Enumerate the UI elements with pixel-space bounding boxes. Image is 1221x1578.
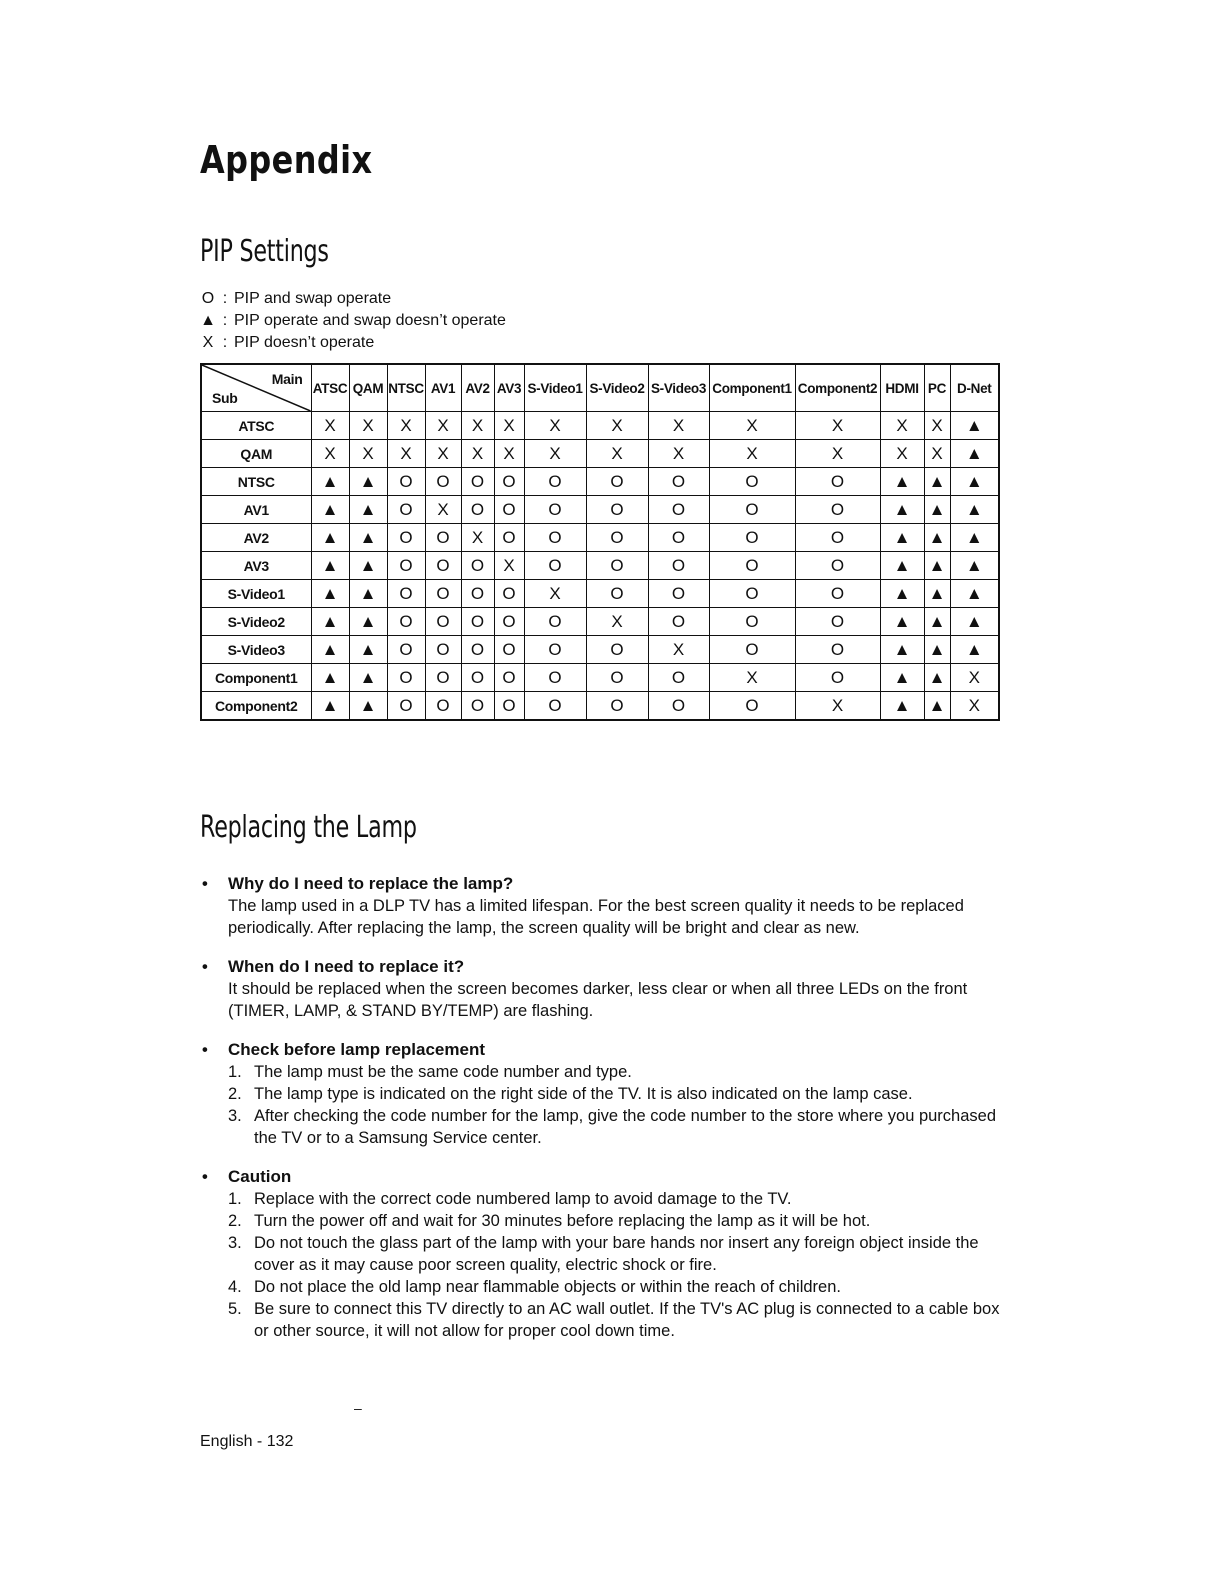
table-cell: O bbox=[524, 524, 586, 552]
table-cell: X bbox=[880, 412, 924, 440]
step-number: 3. bbox=[228, 1234, 242, 1252]
lamp-sections bbox=[200, 873, 1000, 1359]
table-cell: O bbox=[494, 664, 524, 692]
table-cell: O bbox=[461, 496, 494, 524]
table-cell: O bbox=[586, 496, 648, 524]
step-text: The lamp type is indicated on the right side of the TV. It is also indicated on the lamp case. bbox=[254, 1085, 913, 1103]
table-cell: ▲ bbox=[880, 664, 924, 692]
table-cell: ▲ bbox=[880, 608, 924, 636]
table-cell: ▲ bbox=[950, 468, 999, 496]
table-cell: O bbox=[387, 692, 425, 721]
table-cell: ▲ bbox=[349, 608, 387, 636]
footer-dash: – bbox=[354, 1400, 362, 1416]
bullet-icon: • bbox=[202, 958, 208, 976]
row-header: AV3 bbox=[201, 552, 311, 580]
table-cell: ▲ bbox=[924, 580, 950, 608]
column-header: PC bbox=[924, 364, 950, 412]
table-cell: ▲ bbox=[311, 496, 349, 524]
table-cell: O bbox=[795, 636, 880, 664]
table-cell: X bbox=[950, 664, 999, 692]
table-cell: X bbox=[586, 608, 648, 636]
table-cell: ▲ bbox=[924, 496, 950, 524]
table-cell: ▲ bbox=[349, 636, 387, 664]
table-cell: ▲ bbox=[349, 692, 387, 721]
table-cell: O bbox=[425, 664, 461, 692]
table-cell: O bbox=[648, 524, 709, 552]
table-cell: O bbox=[586, 664, 648, 692]
column-header: S-Video2 bbox=[586, 364, 648, 412]
bullet-icon: • bbox=[202, 1041, 208, 1059]
table-cell: X bbox=[950, 692, 999, 721]
table-cell: O bbox=[387, 524, 425, 552]
table-cell: X bbox=[524, 580, 586, 608]
table-cell: O bbox=[524, 468, 586, 496]
table-cell: ▲ bbox=[311, 524, 349, 552]
table-cell: O bbox=[795, 552, 880, 580]
row-header: AV1 bbox=[201, 496, 311, 524]
table-cell: X bbox=[494, 412, 524, 440]
column-header: Component1 bbox=[709, 364, 795, 412]
section-caution bbox=[200, 1166, 1000, 1342]
column-header: AV2 bbox=[461, 364, 494, 412]
table-cell: O bbox=[387, 636, 425, 664]
table-cell: X bbox=[387, 440, 425, 468]
table-cell: ▲ bbox=[880, 552, 924, 580]
table-cell: X bbox=[586, 440, 648, 468]
step-text: Replace with the correct code numbered lamp to avoid damage to the TV. bbox=[254, 1190, 792, 1208]
table-cell: O bbox=[586, 692, 648, 721]
table-cell: X bbox=[709, 412, 795, 440]
table-cell: O bbox=[425, 692, 461, 721]
legend-item-o bbox=[200, 288, 506, 310]
table-cell: X bbox=[425, 496, 461, 524]
table-cell: X bbox=[709, 440, 795, 468]
table-cell: O bbox=[494, 580, 524, 608]
table-cell: X bbox=[795, 692, 880, 721]
table-cell: O bbox=[648, 608, 709, 636]
table-cell: O bbox=[586, 552, 648, 580]
table-cell: O bbox=[461, 692, 494, 721]
table-cell: X bbox=[880, 440, 924, 468]
table-cell: O bbox=[425, 468, 461, 496]
table-cell: X bbox=[349, 440, 387, 468]
table-cell: O bbox=[461, 552, 494, 580]
table-corner-cell bbox=[201, 364, 311, 412]
table-cell: X bbox=[425, 440, 461, 468]
table-cell: O bbox=[494, 468, 524, 496]
legend-symbol: ▲ bbox=[200, 312, 216, 329]
table-cell: X bbox=[349, 412, 387, 440]
table-cell: O bbox=[425, 608, 461, 636]
table-cell: O bbox=[709, 580, 795, 608]
legend-text: PIP doesn’t operate bbox=[234, 334, 375, 351]
step-number: 3. bbox=[228, 1107, 242, 1125]
table-cell: X bbox=[494, 440, 524, 468]
table-cell: X bbox=[425, 412, 461, 440]
step-text: Do not touch the glass part of the lamp with your bare hands nor insert any foreign object inside the cover as it may cause poor screen quality, electric shock or fire. bbox=[254, 1234, 979, 1274]
list-item bbox=[228, 1276, 1000, 1298]
row-header: QAM bbox=[201, 440, 311, 468]
table-cell: ▲ bbox=[924, 608, 950, 636]
legend-symbol: O bbox=[201, 290, 215, 307]
table-body bbox=[201, 412, 999, 721]
table-cell: X bbox=[524, 412, 586, 440]
section-heading: When do I need to replace it? bbox=[228, 957, 465, 976]
table-cell: ▲ bbox=[950, 552, 999, 580]
pip-legend bbox=[200, 288, 506, 354]
table-cell: O bbox=[795, 524, 880, 552]
table-row bbox=[201, 524, 999, 552]
pip-settings-title: PIP Settings bbox=[200, 234, 329, 269]
table-cell: ▲ bbox=[311, 552, 349, 580]
caution-steps-list bbox=[228, 1188, 1000, 1342]
table-cell: O bbox=[461, 608, 494, 636]
list-item bbox=[228, 1188, 1000, 1210]
table-cell: ▲ bbox=[950, 608, 999, 636]
list-item bbox=[228, 1232, 1000, 1276]
table-cell: ▲ bbox=[950, 636, 999, 664]
table-cell: O bbox=[524, 692, 586, 721]
row-header: Component1 bbox=[201, 664, 311, 692]
table-row bbox=[201, 552, 999, 580]
step-number: 2. bbox=[228, 1212, 242, 1230]
legend-symbol: X bbox=[202, 334, 214, 351]
row-header: S-Video1 bbox=[201, 580, 311, 608]
replacing-lamp-title: Replacing the Lamp bbox=[200, 810, 417, 845]
list-item bbox=[228, 1298, 1000, 1342]
legend-text: PIP and swap operate bbox=[234, 290, 392, 307]
table-cell: O bbox=[709, 692, 795, 721]
table-cell: X bbox=[494, 552, 524, 580]
table-cell: X bbox=[311, 440, 349, 468]
table-cell: ▲ bbox=[880, 580, 924, 608]
table-cell: O bbox=[524, 636, 586, 664]
column-header: AV1 bbox=[425, 364, 461, 412]
column-header: NTSC bbox=[387, 364, 425, 412]
table-cell: ▲ bbox=[311, 664, 349, 692]
table-cell: ▲ bbox=[349, 496, 387, 524]
table-row bbox=[201, 608, 999, 636]
table-cell: O bbox=[795, 580, 880, 608]
table-cell: ▲ bbox=[880, 636, 924, 664]
column-header: D-Net bbox=[950, 364, 999, 412]
table-row bbox=[201, 636, 999, 664]
table-cell: ▲ bbox=[950, 580, 999, 608]
table-cell: ▲ bbox=[880, 468, 924, 496]
table-cell: ▲ bbox=[924, 636, 950, 664]
column-header: ATSC bbox=[311, 364, 349, 412]
section-body: The lamp used in a DLP TV has a limited lifespan. For the best screen quality it needs to be replaced periodically. After replacing the lamp, the screen quality will be bright and clear as new. bbox=[228, 897, 964, 937]
check-steps-list bbox=[228, 1061, 1000, 1149]
column-header: AV3 bbox=[494, 364, 524, 412]
list-item bbox=[228, 1105, 1000, 1149]
table-cell: ▲ bbox=[924, 524, 950, 552]
table-cell: O bbox=[709, 468, 795, 496]
list-item bbox=[228, 1061, 1000, 1083]
table-cell: O bbox=[709, 608, 795, 636]
table-cell: X bbox=[311, 412, 349, 440]
row-header: AV2 bbox=[201, 524, 311, 552]
table-cell: O bbox=[648, 692, 709, 721]
table-cell: O bbox=[586, 468, 648, 496]
table-cell: ▲ bbox=[924, 468, 950, 496]
legend-colon: : bbox=[222, 334, 228, 351]
table-cell: O bbox=[795, 664, 880, 692]
table-row bbox=[201, 412, 999, 440]
table-cell: X bbox=[461, 524, 494, 552]
table-cell: O bbox=[524, 608, 586, 636]
bullet-icon: • bbox=[202, 875, 208, 893]
corner-main-label: Main bbox=[271, 371, 303, 387]
table-cell: ▲ bbox=[950, 524, 999, 552]
section-check-before bbox=[200, 1039, 1000, 1149]
table-cell: ▲ bbox=[349, 524, 387, 552]
table-cell: ▲ bbox=[880, 524, 924, 552]
step-text: Be sure to connect this TV directly to an AC wall outlet. If the TV's AC plug is connected to a cable box or other source, it will not allow for proper cool down time. bbox=[254, 1300, 1000, 1340]
table-cell: O bbox=[709, 524, 795, 552]
table-cell: O bbox=[461, 664, 494, 692]
list-item bbox=[228, 1210, 1000, 1232]
column-header: Component2 bbox=[795, 364, 880, 412]
table-cell: O bbox=[524, 552, 586, 580]
table-cell: X bbox=[524, 440, 586, 468]
table-cell: X bbox=[795, 440, 880, 468]
table-cell: O bbox=[795, 468, 880, 496]
table-cell: ▲ bbox=[349, 468, 387, 496]
row-header: ATSC bbox=[201, 412, 311, 440]
table-cell: O bbox=[586, 636, 648, 664]
table-cell: O bbox=[795, 608, 880, 636]
table-cell: O bbox=[425, 636, 461, 664]
column-header: QAM bbox=[349, 364, 387, 412]
table-cell: O bbox=[494, 608, 524, 636]
section-why-replace bbox=[200, 873, 1000, 939]
table-cell: O bbox=[709, 636, 795, 664]
section-body: It should be replaced when the screen becomes darker, less clear or when all three LEDs on the front (TIMER, LAMP, & STAND BY/TEMP) are flashing. bbox=[228, 980, 968, 1020]
legend-text: PIP operate and swap doesn’t operate bbox=[234, 312, 506, 329]
table-cell: O bbox=[795, 496, 880, 524]
table-row bbox=[201, 580, 999, 608]
table-cell: O bbox=[425, 552, 461, 580]
page-number: English - 132 bbox=[200, 1433, 294, 1450]
step-text: The lamp must be the same code number and type. bbox=[254, 1063, 632, 1081]
table-cell: O bbox=[648, 496, 709, 524]
table-cell: O bbox=[387, 580, 425, 608]
step-number: 1. bbox=[228, 1190, 242, 1208]
table-cell: X bbox=[461, 440, 494, 468]
table-cell: O bbox=[648, 664, 709, 692]
table-cell: ▲ bbox=[950, 440, 999, 468]
table-cell: O bbox=[494, 636, 524, 664]
table-cell: X bbox=[648, 440, 709, 468]
step-number: 1. bbox=[228, 1063, 242, 1081]
section-heading: Check before lamp replacement bbox=[228, 1040, 485, 1059]
table-cell: X bbox=[387, 412, 425, 440]
table-cell: ▲ bbox=[349, 580, 387, 608]
table-cell: ▲ bbox=[311, 608, 349, 636]
table-cell: ▲ bbox=[349, 664, 387, 692]
table-cell: ▲ bbox=[349, 552, 387, 580]
bullet-icon: • bbox=[202, 1168, 208, 1186]
step-number: 2. bbox=[228, 1085, 242, 1103]
table-cell: O bbox=[494, 524, 524, 552]
table-row bbox=[201, 468, 999, 496]
table-cell: O bbox=[387, 608, 425, 636]
column-header: HDMI bbox=[880, 364, 924, 412]
table-cell: O bbox=[387, 496, 425, 524]
section-heading: Caution bbox=[228, 1167, 292, 1186]
table-cell: X bbox=[648, 636, 709, 664]
table-cell: X bbox=[586, 412, 648, 440]
page-title: Appendix bbox=[200, 138, 373, 182]
corner-sub-label: Sub bbox=[212, 390, 238, 406]
row-header: Component2 bbox=[201, 692, 311, 721]
table-header-row bbox=[201, 364, 999, 412]
table-cell: X bbox=[709, 664, 795, 692]
table-cell: O bbox=[387, 552, 425, 580]
table-cell: X bbox=[461, 412, 494, 440]
section-when-replace bbox=[200, 956, 1000, 1022]
table-cell: O bbox=[524, 496, 586, 524]
table-cell: X bbox=[795, 412, 880, 440]
table-cell: O bbox=[648, 552, 709, 580]
table-row bbox=[201, 440, 999, 468]
table-cell: O bbox=[387, 664, 425, 692]
table-cell: O bbox=[494, 692, 524, 721]
table-cell: O bbox=[586, 580, 648, 608]
table-cell: O bbox=[494, 496, 524, 524]
row-header: NTSC bbox=[201, 468, 311, 496]
row-header: S-Video2 bbox=[201, 608, 311, 636]
step-text: Do not place the old lamp near flammable objects or within the reach of children. bbox=[254, 1278, 841, 1296]
legend-colon: : bbox=[222, 290, 228, 307]
table-cell: ▲ bbox=[311, 580, 349, 608]
step-text: Turn the power off and wait for 30 minutes before replacing the lamp as it will be hot. bbox=[254, 1212, 871, 1230]
table-cell: ▲ bbox=[311, 692, 349, 721]
table-cell: ▲ bbox=[924, 664, 950, 692]
table-row bbox=[201, 496, 999, 524]
table-cell: ▲ bbox=[880, 692, 924, 721]
table-cell: O bbox=[425, 524, 461, 552]
table-cell: O bbox=[461, 580, 494, 608]
column-header: S-Video1 bbox=[524, 364, 586, 412]
legend-item-x bbox=[200, 332, 506, 354]
table-cell: O bbox=[709, 496, 795, 524]
table-cell: ▲ bbox=[311, 636, 349, 664]
section-heading: Why do I need to replace the lamp? bbox=[228, 874, 514, 893]
list-item bbox=[228, 1083, 1000, 1105]
table-cell: O bbox=[586, 524, 648, 552]
table-cell: ▲ bbox=[950, 412, 999, 440]
table-cell: X bbox=[924, 412, 950, 440]
table-cell: ▲ bbox=[924, 552, 950, 580]
table-cell: ▲ bbox=[924, 692, 950, 721]
table-cell: O bbox=[709, 552, 795, 580]
legend-item-triangle bbox=[200, 310, 506, 332]
table-cell: O bbox=[461, 636, 494, 664]
table-row bbox=[201, 664, 999, 692]
step-number: 4. bbox=[228, 1278, 242, 1296]
table-cell: ▲ bbox=[880, 496, 924, 524]
step-number: 5. bbox=[228, 1300, 242, 1318]
column-header: S-Video3 bbox=[648, 364, 709, 412]
table-cell: X bbox=[924, 440, 950, 468]
table-row bbox=[201, 692, 999, 721]
table-cell: O bbox=[648, 468, 709, 496]
table-cell: ▲ bbox=[311, 468, 349, 496]
table-cell: ▲ bbox=[950, 496, 999, 524]
table-cell: O bbox=[648, 580, 709, 608]
legend-colon: : bbox=[222, 312, 228, 329]
table-cell: O bbox=[387, 468, 425, 496]
table-cell: O bbox=[425, 580, 461, 608]
pip-settings-table bbox=[200, 363, 1000, 721]
step-text: After checking the code number for the lamp, give the code number to the store where you purchased the TV or to a Samsung Service center. bbox=[254, 1107, 997, 1147]
row-header: S-Video3 bbox=[201, 636, 311, 664]
table-cell: O bbox=[524, 664, 586, 692]
table-cell: X bbox=[648, 412, 709, 440]
table-cell: O bbox=[461, 468, 494, 496]
